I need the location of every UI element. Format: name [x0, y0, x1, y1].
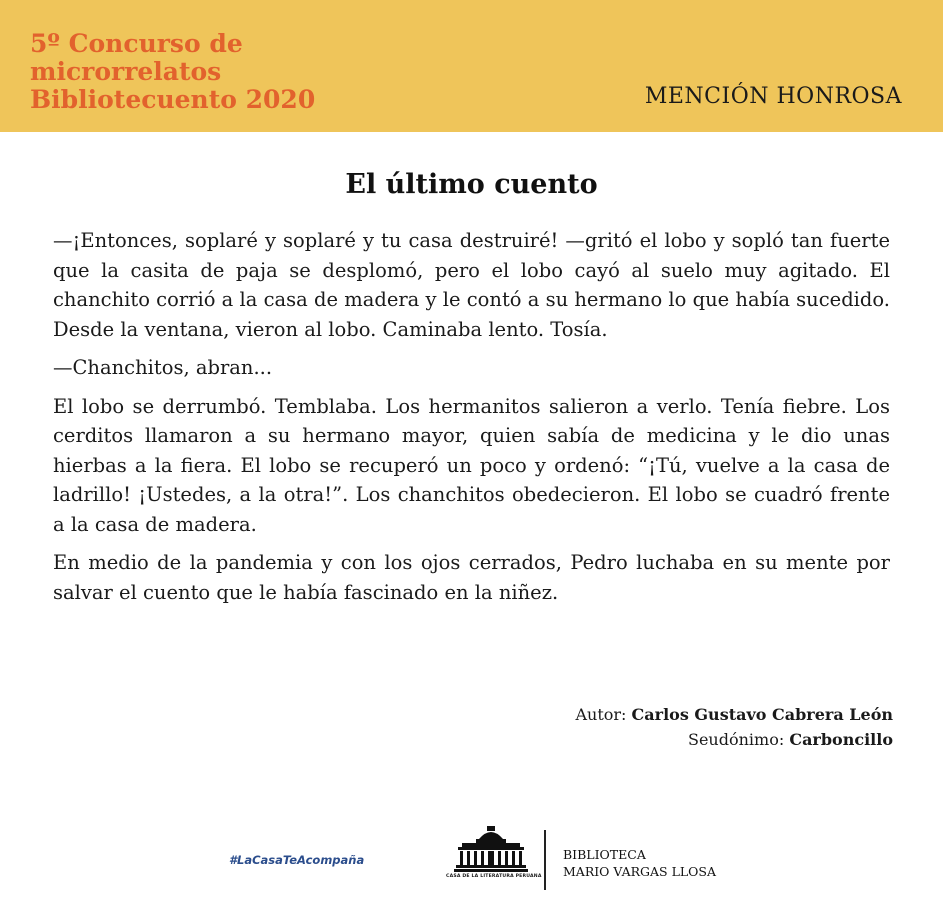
contest-title-line-2: microrrelatos [30, 57, 222, 86]
pseudonym-label: Seudónimo: [688, 730, 785, 749]
library-line-1: BIBLIOTECA [563, 847, 646, 862]
story-paragraph: —Chanchitos, abran... [53, 356, 273, 379]
hashtag: #LaCasaTeAcompaña [229, 853, 365, 867]
author-label: Autor: [575, 705, 627, 724]
story-paragraph: En medio de la pandemia y con los ojos cerrados, Pedro luchaba en su mente por salvar el cuento que le había fascinado en la niñez. [53, 551, 890, 604]
story-paragraph: El lobo se derrumbó. Temblaba. Los hermanitos salieron a verlo. Tenía fiebre. Los cerditos llamaron a su hermano mayor, quien sabía de medicina y le dio unas hierbas a la fiera. El lobo se recuperó un poco y ordenó: “¡Tú, vuelve a la casa de ladrillo! ¡Ustedes, a la otra!”. Los chanchitos obedecieron. El lobo se cuadró frente a la casa de madera. [53, 394, 890, 536]
library-name [563, 846, 716, 880]
building-icon [452, 826, 530, 876]
award-label: MENCIÓN HONROSA [644, 84, 902, 109]
contest-title-line-3: Bibliotecuento 2020 [30, 85, 316, 114]
story-body [53, 226, 890, 616]
story-paragraph: —¡Entonces, soplaré y soplaré y tu casa destruiré! —gritó el lobo y sopló tan fuerte que la casita de paja se desplomó, pero el lobo cayó al suelo muy agitado. El chanchito corrió a la casa de madera y le contó a su hermano lo que había sucedido. Desde la ventana, vieron al lobo. Caminaba lento. Tosía. [53, 229, 890, 341]
contest-title [30, 30, 315, 114]
credits [575, 702, 893, 752]
pseudonym-line [575, 727, 893, 752]
footer-divider [544, 830, 546, 890]
logo-caption: CASA DE LA LITERATURA PERUANA [446, 874, 542, 879]
author-line [575, 702, 893, 727]
contest-title-line-1: 5º Concurso de [30, 29, 243, 58]
author-name: Carlos Gustavo Cabrera León [631, 705, 893, 724]
story-title: El último cuento [345, 169, 598, 200]
header-banner [0, 0, 943, 132]
pseudonym-name: Carboncillo [789, 730, 893, 749]
library-line-2: MARIO VARGAS LLOSA [563, 864, 717, 879]
